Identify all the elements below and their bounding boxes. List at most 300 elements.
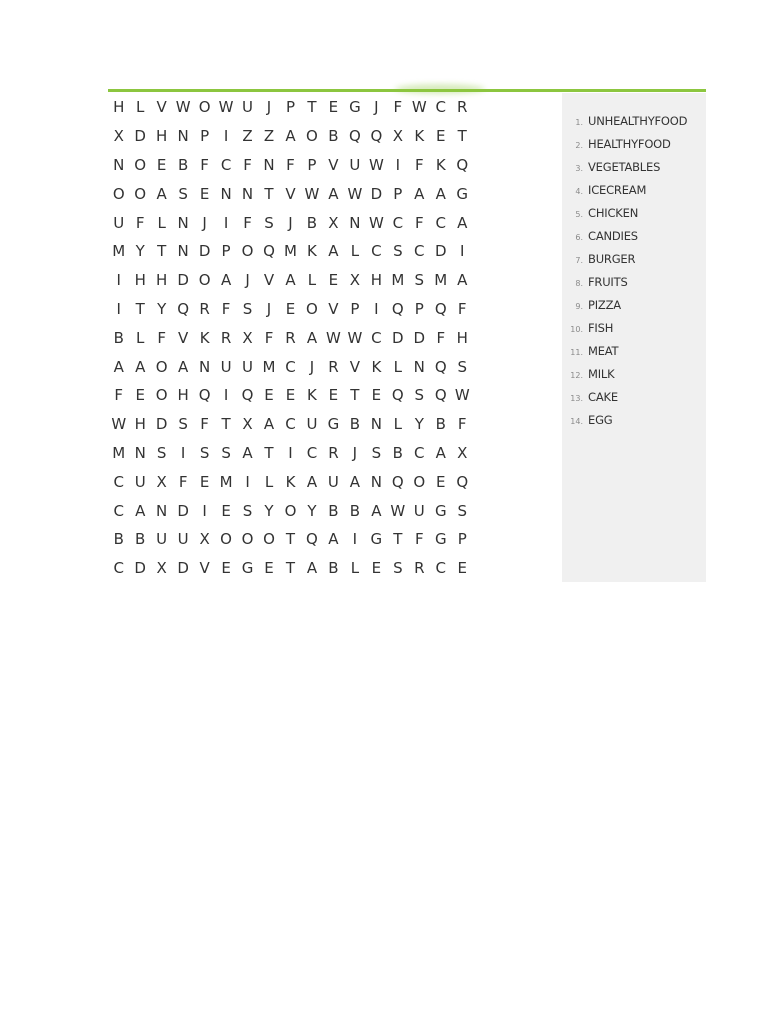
- grid-cell[interactable]: K: [371, 357, 382, 376]
- grid-cell[interactable]: R: [328, 357, 339, 376]
- grid-cell[interactable]: A: [285, 271, 296, 290]
- grid-cell[interactable]: S: [264, 213, 274, 232]
- grid-cell[interactable]: Q: [434, 299, 447, 318]
- grid-cell[interactable]: C: [113, 472, 124, 491]
- grid-cell[interactable]: Y: [157, 299, 167, 318]
- grid-cell[interactable]: E: [285, 299, 296, 318]
- grid-cell[interactable]: A: [178, 357, 189, 376]
- grid-cell[interactable]: B: [113, 530, 124, 549]
- grid-cell[interactable]: W: [347, 328, 363, 347]
- grid-cell[interactable]: T: [285, 559, 296, 578]
- grid-cell[interactable]: A: [414, 184, 425, 203]
- grid-cell[interactable]: I: [202, 501, 207, 520]
- grid-cell[interactable]: C: [220, 155, 232, 174]
- grid-cell[interactable]: Y: [135, 242, 145, 261]
- grid-cell[interactable]: O: [155, 357, 168, 376]
- grid-cell[interactable]: C: [113, 501, 124, 520]
- grid-cell[interactable]: Q: [391, 472, 404, 491]
- grid-cell[interactable]: N: [370, 415, 382, 434]
- grid-cell[interactable]: Z: [242, 127, 253, 146]
- grid-cell[interactable]: M: [262, 357, 276, 376]
- grid-cell[interactable]: R: [328, 443, 339, 462]
- grid-cell[interactable]: R: [285, 328, 296, 347]
- grid-cell[interactable]: E: [199, 472, 210, 491]
- grid-cell[interactable]: X: [457, 443, 468, 462]
- grid-cell[interactable]: B: [435, 415, 446, 434]
- grid-cell[interactable]: D: [392, 328, 404, 347]
- grid-cell[interactable]: Q: [198, 386, 211, 405]
- grid-cell[interactable]: P: [307, 155, 317, 174]
- grid-cell[interactable]: E: [328, 98, 339, 117]
- grid-cell[interactable]: V: [156, 98, 167, 117]
- grid-cell[interactable]: I: [352, 530, 358, 549]
- grid-cell[interactable]: T: [393, 530, 403, 549]
- grid-cell[interactable]: E: [221, 501, 231, 520]
- grid-cell[interactable]: P: [221, 242, 231, 261]
- grid-cell[interactable]: O: [306, 299, 318, 318]
- grid-cell[interactable]: F: [178, 472, 188, 491]
- grid-cell[interactable]: J: [288, 213, 293, 232]
- grid-cell[interactable]: T: [157, 242, 167, 261]
- grid-cell[interactable]: D: [198, 242, 211, 261]
- grid-cell[interactable]: A: [328, 184, 339, 203]
- grid-cell[interactable]: O: [220, 530, 232, 549]
- grid-cell[interactable]: P: [457, 530, 467, 549]
- grid-cell[interactable]: U: [413, 501, 425, 520]
- grid-cell[interactable]: S: [178, 184, 188, 203]
- grid-cell[interactable]: A: [371, 501, 382, 520]
- grid-cell[interactable]: D: [177, 559, 189, 578]
- grid-cell[interactable]: M: [219, 472, 233, 491]
- grid-cell[interactable]: A: [328, 242, 339, 261]
- grid-cell[interactable]: C: [435, 98, 446, 117]
- grid-cell[interactable]: G: [327, 415, 340, 434]
- word-number: 4.: [575, 187, 583, 196]
- grid-cell[interactable]: K: [435, 155, 446, 174]
- grid-cell[interactable]: B: [113, 328, 124, 347]
- grid-cell[interactable]: F: [264, 328, 274, 347]
- grid-cell[interactable]: Q: [370, 127, 383, 146]
- grid-cell[interactable]: Y: [264, 501, 274, 520]
- word-list-item: [562, 252, 706, 275]
- grid-cell[interactable]: T: [457, 127, 467, 146]
- grid-cell[interactable]: N: [263, 155, 275, 174]
- grid-cell[interactable]: E: [457, 559, 467, 578]
- grid-cell[interactable]: C: [285, 415, 296, 434]
- grid-cell[interactable]: F: [393, 98, 403, 117]
- grid-cell[interactable]: V: [178, 328, 189, 347]
- grid-cell[interactable]: L: [350, 559, 360, 578]
- grid-cell[interactable]: W: [347, 184, 363, 203]
- grid-cell[interactable]: Q: [177, 299, 190, 318]
- grid-cell[interactable]: B: [328, 501, 339, 520]
- grid-cell[interactable]: H: [156, 127, 168, 146]
- grid-cell[interactable]: A: [263, 415, 275, 434]
- grid-cell[interactable]: A: [328, 530, 339, 549]
- grid-cell[interactable]: E: [156, 155, 167, 174]
- grid-cell[interactable]: B: [328, 559, 339, 578]
- word-label: UNHEALTHYFOOD: [588, 114, 688, 128]
- grid-cell[interactable]: E: [264, 559, 274, 578]
- grid-cell[interactable]: T: [350, 386, 360, 405]
- grid-cell[interactable]: E: [264, 386, 274, 405]
- word-number: 14.: [570, 417, 583, 426]
- grid-cell[interactable]: F: [243, 213, 252, 232]
- grid-cell[interactable]: M: [391, 271, 405, 290]
- grid-cell[interactable]: F: [200, 155, 209, 174]
- grid-cell[interactable]: F: [286, 155, 295, 174]
- grid-cell[interactable]: A: [306, 559, 318, 578]
- grid-cell[interactable]: U: [113, 213, 125, 232]
- grid-cell[interactable]: C: [306, 443, 318, 462]
- grid-cell[interactable]: N: [177, 127, 189, 146]
- grid-cell[interactable]: L: [157, 213, 166, 232]
- grid-cell[interactable]: N: [177, 213, 189, 232]
- grid-cell[interactable]: H: [456, 328, 468, 347]
- grid-cell[interactable]: I: [116, 271, 121, 290]
- grid-cell[interactable]: A: [435, 184, 446, 203]
- grid-cell[interactable]: Q: [434, 357, 447, 376]
- grid-cell[interactable]: G: [370, 530, 383, 549]
- grid-cell[interactable]: J: [266, 98, 272, 117]
- grid-cell[interactable]: S: [414, 386, 425, 405]
- grid-cell[interactable]: Y: [307, 501, 317, 520]
- grid-cell[interactable]: N: [413, 357, 425, 376]
- grid-cell[interactable]: D: [177, 271, 189, 290]
- grid-cell[interactable]: I: [395, 155, 401, 174]
- grid-cell[interactable]: X: [328, 213, 339, 232]
- grid-cell[interactable]: B: [349, 501, 361, 520]
- grid-cell[interactable]: V: [349, 357, 361, 376]
- grid-cell[interactable]: J: [266, 299, 272, 318]
- grid-cell[interactable]: E: [328, 271, 339, 290]
- grid-cell[interactable]: F: [414, 155, 424, 174]
- grid-cell[interactable]: L: [350, 242, 360, 261]
- grid-cell[interactable]: D: [370, 184, 383, 203]
- grid-cell[interactable]: V: [285, 184, 296, 203]
- grid-cell[interactable]: F: [414, 213, 424, 232]
- grid-cell[interactable]: W: [326, 328, 341, 347]
- grid-cell[interactable]: P: [414, 299, 424, 318]
- grid-cell[interactable]: W: [175, 98, 191, 117]
- grid-cell[interactable]: F: [414, 530, 424, 549]
- grid-cell[interactable]: A: [220, 271, 232, 290]
- grid-cell[interactable]: E: [285, 386, 296, 405]
- grid-cell[interactable]: W: [368, 213, 384, 232]
- grid-cell[interactable]: I: [223, 213, 229, 232]
- grid-cell[interactable]: W: [111, 415, 127, 434]
- grid-cell[interactable]: E: [135, 386, 145, 405]
- grid-cell[interactable]: F: [436, 328, 446, 347]
- grid-cell[interactable]: S: [393, 242, 403, 261]
- grid-cell[interactable]: C: [113, 559, 124, 578]
- grid-cell[interactable]: A: [156, 184, 167, 203]
- grid-cell[interactable]: X: [199, 530, 210, 549]
- grid-cell[interactable]: O: [134, 184, 147, 203]
- grid-cell[interactable]: O: [241, 530, 254, 549]
- grid-cell[interactable]: D: [155, 415, 168, 434]
- grid-cell[interactable]: V: [328, 299, 339, 318]
- grid-cell[interactable]: D: [177, 501, 189, 520]
- grid-cell[interactable]: Q: [348, 127, 361, 146]
- grid-cell[interactable]: A: [285, 127, 296, 146]
- grid-cell[interactable]: G: [456, 184, 469, 203]
- grid-cell[interactable]: E: [436, 472, 446, 491]
- grid-cell[interactable]: Q: [434, 386, 447, 405]
- grid-cell[interactable]: Q: [456, 155, 469, 174]
- grid-cell[interactable]: U: [242, 357, 254, 376]
- grid-cell[interactable]: L: [264, 472, 274, 491]
- grid-cell[interactable]: Q: [391, 299, 404, 318]
- grid-cell[interactable]: H: [156, 271, 168, 290]
- grid-cell[interactable]: C: [371, 242, 382, 261]
- grid-cell[interactable]: R: [457, 98, 468, 117]
- grid-cell[interactable]: E: [371, 386, 382, 405]
- grid-cell[interactable]: L: [136, 328, 145, 347]
- grid-cell[interactable]: D: [434, 242, 447, 261]
- grid-row: [108, 352, 473, 381]
- grid-cell[interactable]: S: [178, 415, 188, 434]
- grid-cell[interactable]: F: [200, 415, 209, 434]
- grid-cell[interactable]: A: [242, 443, 253, 462]
- grid-cell[interactable]: G: [349, 98, 361, 117]
- grid-cell[interactable]: N: [370, 472, 382, 491]
- grid-cell[interactable]: T: [264, 443, 274, 462]
- grid-cell[interactable]: W: [454, 386, 470, 405]
- grid-cell[interactable]: P: [285, 98, 295, 117]
- grid-cell[interactable]: B: [135, 530, 146, 549]
- grid-cell[interactable]: H: [113, 98, 125, 117]
- grid-cell[interactable]: S: [393, 559, 403, 578]
- letter-grid: [108, 93, 473, 583]
- grid-cell[interactable]: N: [113, 155, 125, 174]
- grid-cell[interactable]: A: [135, 357, 146, 376]
- grid-cell[interactable]: A: [113, 357, 124, 376]
- grid-cell[interactable]: N: [220, 184, 232, 203]
- grid-cell[interactable]: Z: [263, 127, 275, 146]
- grid-cell[interactable]: Q: [456, 472, 469, 491]
- grid-cell[interactable]: H: [370, 271, 382, 290]
- grid-cell[interactable]: D: [413, 328, 426, 347]
- grid-cell[interactable]: X: [113, 127, 124, 146]
- grid-cell[interactable]: S: [199, 443, 210, 462]
- grid-cell[interactable]: U: [327, 472, 339, 491]
- grid-cell[interactable]: V: [328, 155, 339, 174]
- grid-cell[interactable]: I: [223, 386, 229, 405]
- grid-cell[interactable]: E: [221, 559, 231, 578]
- grid-cell[interactable]: I: [460, 242, 465, 261]
- grid-cell[interactable]: B: [177, 155, 189, 174]
- grid-cell[interactable]: R: [220, 328, 232, 347]
- word-label: HEALTHYFOOD: [588, 137, 671, 151]
- grid-cell[interactable]: F: [457, 415, 467, 434]
- grid-cell[interactable]: N: [134, 443, 146, 462]
- grid-cell[interactable]: B: [328, 127, 339, 146]
- grid-cell[interactable]: N: [241, 184, 254, 203]
- grid-cell[interactable]: M: [112, 242, 126, 261]
- grid-cell[interactable]: J: [374, 98, 379, 117]
- grid-cell[interactable]: S: [221, 443, 231, 462]
- grid-cell[interactable]: F: [221, 299, 231, 318]
- grid-cell[interactable]: X: [156, 559, 167, 578]
- grid-cell[interactable]: L: [393, 357, 402, 376]
- grid-cell[interactable]: Q: [391, 386, 404, 405]
- grid-cell[interactable]: J: [352, 443, 358, 462]
- grid-cell[interactable]: O: [198, 271, 211, 290]
- grid-cell[interactable]: X: [156, 472, 167, 491]
- grid-cell[interactable]: O: [306, 127, 318, 146]
- grid-cell[interactable]: Q: [306, 530, 318, 549]
- grid-cell[interactable]: S: [242, 501, 253, 520]
- grid-cell[interactable]: U: [220, 357, 232, 376]
- grid-cell[interactable]: T: [264, 184, 274, 203]
- grid-cell[interactable]: F: [135, 213, 145, 232]
- grid-cell[interactable]: E: [371, 559, 382, 578]
- grid-cell[interactable]: H: [134, 271, 146, 290]
- grid-cell[interactable]: C: [414, 242, 425, 261]
- grid-cell[interactable]: B: [349, 415, 361, 434]
- grid-cell[interactable]: Q: [241, 386, 254, 405]
- grid-cell[interactable]: C: [435, 559, 446, 578]
- grid-cell[interactable]: C: [285, 357, 296, 376]
- grid-cell[interactable]: Y: [414, 415, 424, 434]
- grid-cell[interactable]: U: [349, 155, 361, 174]
- grid-cell[interactable]: Q: [263, 242, 275, 261]
- grid-cell[interactable]: U: [306, 415, 318, 434]
- grid-cell[interactable]: S: [457, 357, 467, 376]
- grid-cell[interactable]: A: [306, 472, 318, 491]
- grid-cell[interactable]: X: [349, 271, 361, 290]
- grid-cell[interactable]: K: [307, 242, 317, 261]
- grid-cell[interactable]: E: [199, 184, 210, 203]
- grid-cell[interactable]: W: [304, 184, 320, 203]
- grid-cell[interactable]: T: [221, 415, 231, 434]
- grid-cell[interactable]: U: [156, 530, 168, 549]
- grid-cell[interactable]: M: [284, 242, 297, 261]
- grid-cell[interactable]: I: [288, 443, 293, 462]
- grid-cell[interactable]: H: [134, 415, 146, 434]
- grid-cell[interactable]: D: [134, 559, 146, 578]
- grid-cell[interactable]: I: [374, 299, 379, 318]
- grid-cell[interactable]: O: [198, 98, 211, 117]
- grid-cell[interactable]: E: [436, 127, 446, 146]
- grid-cell[interactable]: X: [242, 415, 253, 434]
- grid-cell[interactable]: P: [200, 127, 210, 146]
- grid-cell[interactable]: J: [309, 357, 315, 376]
- grid-cell[interactable]: F: [243, 155, 252, 174]
- grid-cell[interactable]: X: [392, 127, 403, 146]
- grid-cell[interactable]: A: [349, 472, 361, 491]
- grid-cell[interactable]: B: [306, 213, 318, 232]
- grid-cell[interactable]: F: [157, 328, 166, 347]
- grid-cell[interactable]: I: [180, 443, 186, 462]
- grid-cell[interactable]: O: [134, 155, 147, 174]
- grid-cell[interactable]: O: [413, 472, 426, 491]
- grid-cell[interactable]: G: [434, 530, 447, 549]
- grid-cell[interactable]: C: [392, 213, 404, 232]
- grid-cell[interactable]: I: [223, 127, 229, 146]
- grid-cell[interactable]: B: [392, 443, 403, 462]
- grid-cell[interactable]: W: [368, 155, 384, 174]
- grid-cell[interactable]: U: [242, 98, 254, 117]
- grid-cell[interactable]: C: [435, 213, 446, 232]
- grid-cell[interactable]: P: [350, 299, 360, 318]
- grid-cell[interactable]: F: [457, 299, 467, 318]
- word-list-item: [562, 183, 706, 206]
- grid-cell[interactable]: N: [198, 357, 211, 376]
- grid-cell[interactable]: S: [457, 501, 467, 520]
- grid-cell[interactable]: O: [241, 242, 254, 261]
- grid-cell[interactable]: S: [156, 443, 167, 462]
- grid-cell[interactable]: R: [414, 559, 425, 578]
- grid-cell[interactable]: P: [393, 184, 403, 203]
- word-label: PIZZA: [588, 298, 621, 312]
- grid-cell[interactable]: S: [242, 299, 253, 318]
- grid-cell[interactable]: K: [307, 386, 317, 405]
- grid-cell[interactable]: T: [285, 530, 296, 549]
- grid-cell[interactable]: L: [393, 415, 402, 434]
- grid-cell[interactable]: N: [349, 213, 361, 232]
- grid-cell[interactable]: O: [263, 530, 275, 549]
- grid-cell[interactable]: L: [307, 271, 317, 290]
- grid-cell[interactable]: C: [371, 328, 382, 347]
- grid-cell[interactable]: E: [328, 386, 339, 405]
- grid-row: [108, 295, 473, 324]
- grid-cell[interactable]: I: [116, 299, 121, 318]
- grid-cell[interactable]: I: [245, 472, 250, 491]
- grid-cell[interactable]: O: [284, 501, 297, 520]
- grid-row: [108, 266, 473, 295]
- grid-cell[interactable]: G: [241, 559, 254, 578]
- grid-cell[interactable]: A: [457, 213, 468, 232]
- grid-cell[interactable]: T: [307, 98, 317, 117]
- grid-cell[interactable]: J: [202, 213, 207, 232]
- grid-cell[interactable]: A: [135, 501, 146, 520]
- grid-cell[interactable]: A: [435, 443, 446, 462]
- grid-cell[interactable]: A: [306, 328, 318, 347]
- grid-cell[interactable]: V: [263, 271, 275, 290]
- grid-cell[interactable]: H: [177, 386, 189, 405]
- grid-cell[interactable]: S: [371, 443, 382, 462]
- grid-cell[interactable]: K: [285, 472, 296, 491]
- grid-cell[interactable]: W: [411, 98, 427, 117]
- grid-cell[interactable]: M: [112, 443, 126, 462]
- grid-cell[interactable]: O: [112, 184, 125, 203]
- grid-cell[interactable]: L: [136, 98, 145, 117]
- grid-cell[interactable]: U: [177, 530, 189, 549]
- grid-cell[interactable]: N: [156, 501, 168, 520]
- grid-cell[interactable]: X: [242, 328, 253, 347]
- grid-cell[interactable]: N: [177, 242, 189, 261]
- grid-cell[interactable]: C: [414, 443, 425, 462]
- grid-cell[interactable]: M: [434, 271, 448, 290]
- grid-cell[interactable]: J: [245, 271, 250, 290]
- grid-cell[interactable]: R: [199, 299, 210, 318]
- grid-cell[interactable]: S: [414, 271, 425, 290]
- grid-cell[interactable]: T: [135, 299, 145, 318]
- grid-cell[interactable]: F: [114, 386, 124, 405]
- grid-cell[interactable]: K: [414, 127, 425, 146]
- grid-cell[interactable]: O: [155, 386, 168, 405]
- grid-cell[interactable]: G: [434, 501, 447, 520]
- grid-cell[interactable]: A: [457, 271, 468, 290]
- grid-cell[interactable]: V: [199, 559, 210, 578]
- grid-cell[interactable]: W: [390, 501, 406, 520]
- grid-cell[interactable]: K: [199, 328, 210, 347]
- grid-cell[interactable]: D: [134, 127, 146, 146]
- grid-cell[interactable]: U: [134, 472, 146, 491]
- grid-cell[interactable]: W: [218, 98, 234, 117]
